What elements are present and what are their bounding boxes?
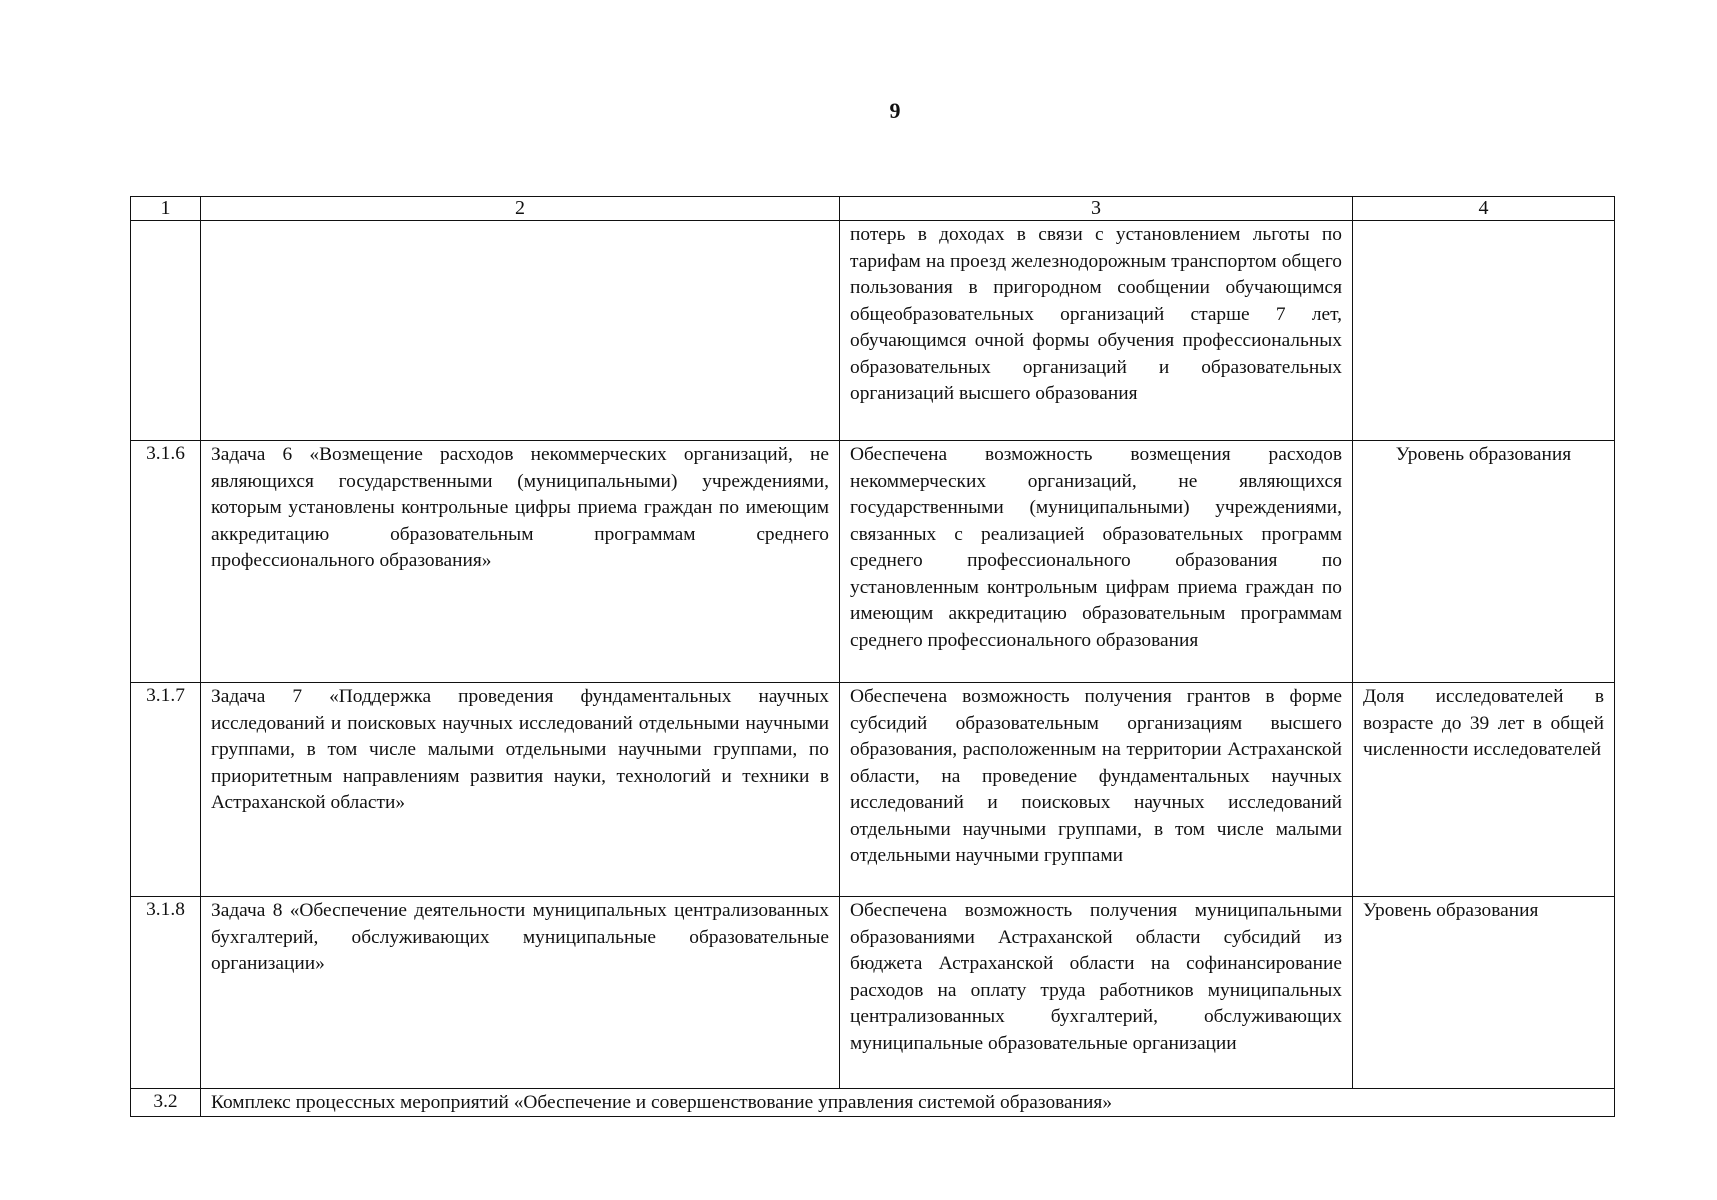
result-cell: Обеспечена возможность получения грантов в форме субсидий образовательным организациям высшего образования, расположенным на территории Астраханской области, на проведение фундаментальных научных исследований и поисковых научных исследований отдельными научными группами, в том числе малыми отдельными научными группами (840, 683, 1353, 897)
row-number: 3.1.8 (131, 897, 201, 1089)
table-row (131, 441, 1615, 683)
column-header-4: 4 (1353, 197, 1615, 221)
indicator-cell: Уровень образования (1353, 441, 1615, 683)
section-title-cell: Комплекс процессных мероприятий «Обеспечение и совершенствование управления системой образования» (201, 1089, 1615, 1117)
table-row (131, 1089, 1615, 1117)
row-number: 3.1.7 (131, 683, 201, 897)
task-cell: Задача 8 «Обеспечение деятельности муниципальных централизованных бухгалтерий, обслуживающих муниципальные образовательные организации» (201, 897, 840, 1089)
row-number: 3.1.6 (131, 441, 201, 683)
indicator-cell: Уровень образования (1353, 897, 1615, 1089)
table-header-row (131, 197, 1615, 221)
task-cell (201, 221, 840, 441)
column-header-1: 1 (131, 197, 201, 221)
program-table (130, 196, 1615, 1117)
result-cell: Обеспечена возможность получения муниципальными образованиями Астраханской области субсидий из бюджета Астраханской области на софинансирование расходов на оплату труда работников муниципальных централизованных бухгалтерий, обслуживающих муниципальные образовательные организации (840, 897, 1353, 1089)
indicator-cell: Доля исследователей в возрасте до 39 лет в общей численности исследователей (1353, 683, 1615, 897)
row-number: 3.2 (131, 1089, 201, 1117)
indicator-cell (1353, 221, 1615, 441)
result-cell: Обеспечена возможность возмещения расходов некоммерческих организаций, не являющихся государственными (муниципальными) учреждениями, связанных с реализацией образовательных программ среднего профессионального образования по установленным контрольным цифрам приема граждан по имеющим аккредитацию образовательным программам среднего профессионального образования (840, 441, 1353, 683)
table-row (131, 221, 1615, 441)
column-header-3: 3 (840, 197, 1353, 221)
task-cell: Задача 7 «Поддержка проведения фундаментальных научных исследований и поисковых научных исследований отдельными научными группами, в том числе малыми отдельными научными группами, по приоритетным направлениям развития науки, технологий и техники в Астраханской области» (201, 683, 840, 897)
row-number (131, 221, 201, 441)
task-cell: Задача 6 «Возмещение расходов некоммерческих организаций, не являющихся государственными (муниципальными) учреждениями, которым установлены контрольные цифры приема граждан по имеющим аккредитацию образовательным программам среднего профессионального образования» (201, 441, 840, 683)
result-cell: потерь в доходах в связи с установлением льготы по тарифам на проезд железнодорожным транспортом общего пользования в пригородном сообщении обучающимся общеобразовательных организаций старше 7 лет, обучающимся очной формы обучения профессиональных образовательных организаций и образовательных организаций высшего образования (840, 221, 1353, 441)
table-row (131, 897, 1615, 1089)
page-number: 9 (889, 98, 901, 123)
column-header-2: 2 (201, 197, 840, 221)
table-row (131, 683, 1615, 897)
